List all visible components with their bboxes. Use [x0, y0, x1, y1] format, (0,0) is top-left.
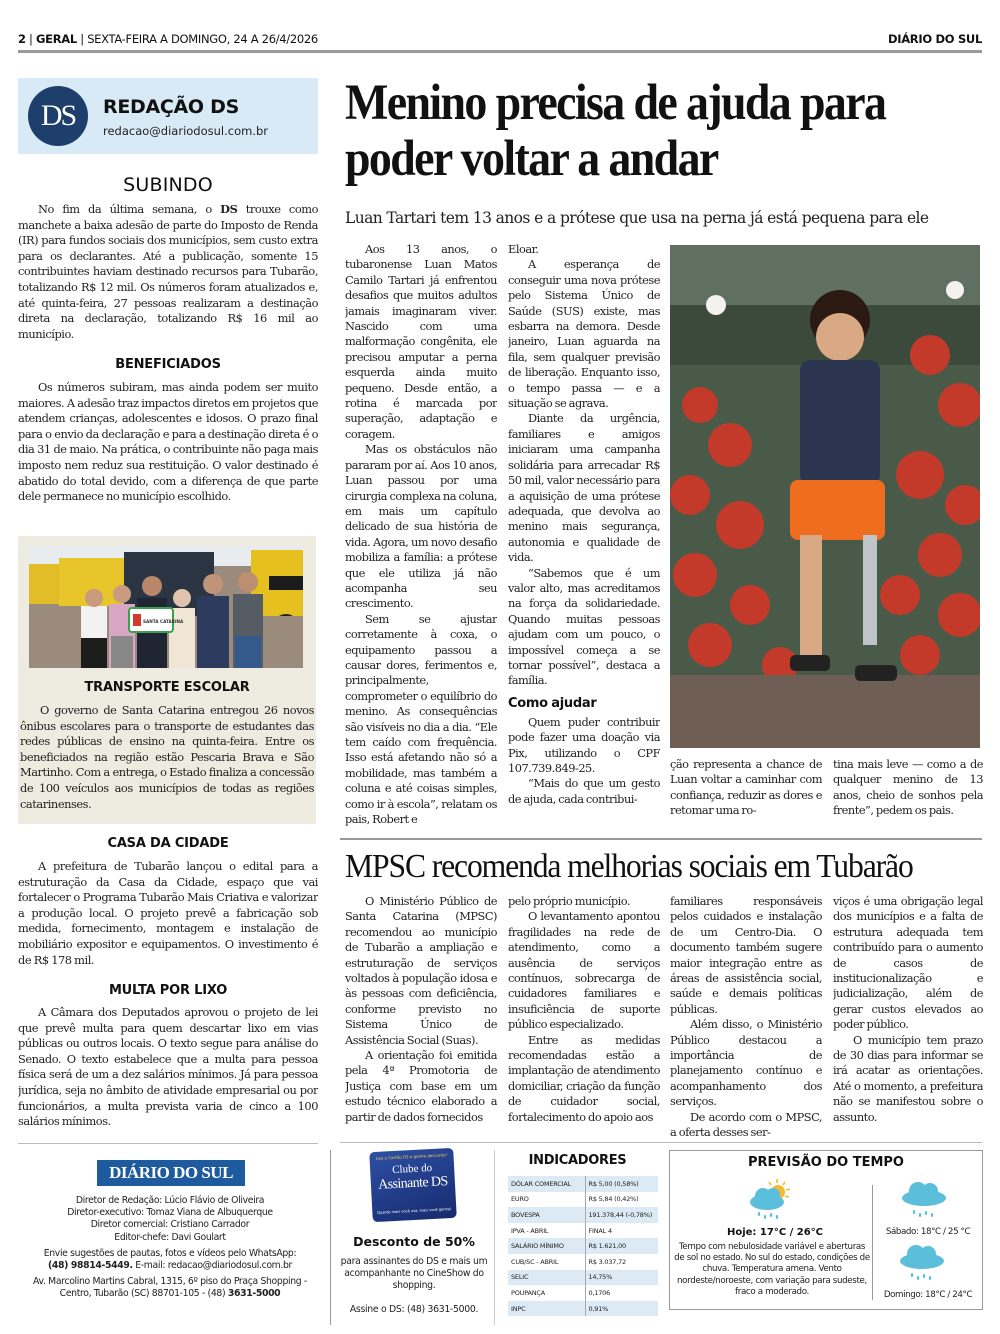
luan-photo: [670, 245, 980, 748]
paragraph: A Câmara dos Deputados aprovou o projeto de lei que prevê multa para quem descartar lixo em vias públicas ou outros locais. O texto segue para análise do Senado. O texto estabelece que a multa para pessoa física será de um a dez salários mínimos. Já para pessoa jurídica, seja no âmbito de atividade empresarial ou por funcionários, a multa prevista varia de cinco a 100 salários mínimos.: [18, 1005, 318, 1129]
indicator-row: [508, 1301, 658, 1317]
weather-sunday: Domingo: 18°C / 24°C: [883, 1290, 973, 1300]
club-card: [369, 1148, 457, 1222]
section-heading-subindo: SUBINDO: [123, 174, 213, 196]
section-body-beneficiados: [18, 380, 318, 528]
staff-line: Diretor comercial: Cristiano Carrador: [90, 1219, 250, 1231]
vertical-divider: [494, 1150, 495, 1325]
indicator-row: [508, 1207, 658, 1223]
page-number: 2: [18, 32, 26, 46]
indicator-value: 14,75%: [585, 1270, 658, 1286]
main-subhead: Luan Tartari tem 13 anos e a prótese que usa na perna já está pequena para ele: [345, 209, 929, 227]
paragraph: O levantamento apontou fragilidades na rede de atendimento, como a ausência de serviços contínuos, sobrecarga de cuidadores familiares e insuficiência de suporte público especializado.: [508, 909, 660, 1032]
paragraph: “Sabemos que é um valor alto, mas acreditamos na força da solidariedade. Quando muitas pessoas ajudam com um pouco, o impossível começa a se tornar possível”, destaca a família.: [508, 565, 660, 688]
paragraph: O município tem prazo de 30 dias para informar se irá acatar as orientações. Até o momento, a prefeitura não se manifestou sobre o assunto.: [833, 1032, 983, 1124]
address: Av. Marcolino Martins Cabral, 1315, 6º piso do Praça Shopping - Centro, Tubarão (SC) 88701-105 - (48): [33, 1276, 307, 1300]
column-title: REDAÇÃO DS: [103, 96, 239, 118]
expediente-credits: [18, 1195, 322, 1301]
indicator-label: IPVA - ABRIL: [508, 1223, 585, 1239]
column-email[interactable]: redacao@diariodosul.com.br: [103, 124, 269, 138]
paragraph-continuation: ção representa a chance de Luan voltar a caminhar com confiança, reduzir as dores e retomar uma ro-: [670, 757, 822, 818]
whatsapp-text: Envie sugestões de pautas, fotos e vídeos pelo WhatsApp:: [43, 1247, 297, 1259]
indicator-label: EURO: [508, 1192, 585, 1208]
edition-date: SEXTA-FEIRA A DOMINGO, 24 A 26/4/2026: [87, 32, 318, 46]
section-heading-transporte: TRANSPORTE ESCOLAR: [84, 680, 250, 695]
card-tag: Use o Cartão DS e ganhe desconto!: [375, 1152, 448, 1161]
indicator-value: R$ 1.621,00: [585, 1238, 658, 1254]
paragraph-continuation: tina mais leve — como a de qualquer menino de 13 anos, cheio de sonhos pela frente”, pedem os pais.: [833, 757, 983, 818]
article-column-3: [670, 757, 822, 835]
paragraph: O Ministério Público de Santa Catarina (MPSC) recomendou ao município de Tubarão a ampliação e estruturação de serviços voltados à população idosa e às pessoas com deficiência, conforme previsto no Sistema Único de Assistência Social (Suas).: [345, 894, 497, 1047]
paragraph: A prefeitura de Tubarão lançou o edital para a estruturação da Casa da Cidade, espaço que vai fortalecer o Programa Tubarão Mais Criativa e valorizar a produção local. O projeto prevê a fabricação sob medida, fornecimento, montagem e instalação de mobiliário expositor e equipamentos. O investimento é de R$ 178 mil.: [18, 859, 318, 967]
paragraph: “Mais do que um gesto de ajuda, cada contribui-: [508, 776, 660, 806]
whatsapp-number[interactable]: (48) 98814-5449.: [47, 1260, 133, 1272]
photo-illustration: [670, 245, 980, 748]
indicator-value: R$ 3.037,72: [588, 1257, 626, 1266]
main-headline: Menino precisa de ajuda para poder voltar a andar: [345, 75, 886, 187]
staff-line: Diretor-executivo: Tomaz Viana de Albuquerque: [67, 1207, 273, 1219]
indicator-label: BOVESPA: [508, 1207, 585, 1223]
indicator-value: 191.378,44 (-0,78%): [585, 1207, 658, 1223]
section-body-casa: [18, 859, 318, 977]
indicator-row: [508, 1176, 658, 1192]
indicator-row: [508, 1192, 658, 1208]
weather-saturday: Sábado: 18°C / 25 °C: [885, 1227, 971, 1237]
indicator-label: SALÁRIO MÍNIMO: [508, 1238, 585, 1254]
card-name-line1: Clube do: [391, 1161, 433, 1177]
paragraph: Além disso, o Ministério Público destacou a importância de planejamento contínuo e acompanhamento dos serviços.: [670, 1017, 822, 1109]
indicator-label: SELIC: [508, 1270, 585, 1286]
mpsc-column-4: [833, 894, 983, 1140]
indicator-value: 0,91%: [585, 1301, 658, 1317]
club-discount-title: Desconto de 50%: [353, 1234, 475, 1249]
section-name: GERAL: [36, 32, 77, 46]
header-rule: [18, 50, 982, 53]
ds-logo: DS: [28, 86, 88, 146]
section-body-subindo: [18, 202, 318, 352]
rain-cloud-icon: [896, 1243, 948, 1283]
prosthesis: [863, 535, 877, 645]
boy-shorts: [790, 480, 885, 540]
masthead-logo: DIÁRIO DO SUL: [97, 1160, 245, 1186]
paragraph: A esperança de conseguir uma nova prótese pelo Sistema Único de Saúde (SUS) existe, mas esbarra na demora. Desde janeiro, Luan aguarda na fila, sem qualquer previsão de liberação. Enquanto isso, o tempo passa — e a situação se agrava.: [508, 257, 660, 411]
bus-delivery-photo: [29, 546, 303, 668]
indicator-row: [508, 1238, 658, 1254]
section-heading-beneficiados: BENEFICIADOS: [115, 357, 221, 372]
indicator-label: CUB/SC - ABRIL: [508, 1254, 585, 1270]
indicators-table: [508, 1176, 658, 1316]
paragraph-continuation: Eloar.: [508, 242, 539, 256]
second-headline: MPSC recomenda melhorias sociais em Tubarão: [345, 848, 913, 885]
paragraph: Mas os obstáculos não pararam por aí. Aos 10 anos, Luan passou por uma cirurgia complexa na coluna, em mais um capítulo delicado de sua história de vida. Agora, um novo desafio mobiliza a família: a prótese que ele utiliza já não acompanha seu crescimento.: [345, 442, 497, 611]
card-name-line2: Assinante DS: [377, 1174, 448, 1193]
paragraph-continuation: pelo próprio município.: [508, 894, 631, 908]
indicator-label: POUPANÇA: [508, 1285, 585, 1301]
boy-shirt: [800, 360, 880, 485]
article-column-2: [508, 242, 660, 834]
paragraph-continuation: familiares responsáveis pelos cuidados e instalação de um Centro-Dia. O documento também sugere maior integração entre as áreas de assistência social, saúde e demais políticas públicas.: [670, 894, 822, 1016]
weather-description: Tempo com nebulosidade variável e aberturas de sol no estado. No sul do estado, condições de chuva. Temperatura amena. Vento nordeste/noroeste, com variação para sudeste, fraco a moderado.: [674, 1242, 870, 1297]
subsection-title: Como ajudar: [508, 695, 597, 711]
footer-divider-left: [18, 1143, 318, 1144]
section-heading-casa: CASA DA CIDADE: [107, 836, 229, 851]
section-body-transporte: [20, 703, 314, 821]
mpsc-column-2: [508, 894, 660, 1140]
indicator-value: R$ 5,84 (0,42%): [588, 1195, 639, 1204]
indicator-row: [508, 1254, 658, 1270]
indicator-row: [508, 1285, 658, 1301]
paragraph-continuation: viços é uma obrigação legal dos municípios e a falta de estrutura adequada tem contribuído para o aumento de casos de institucionalização e judicialização, além de gerar custos elevados ao poder público.: [833, 894, 983, 1032]
article-column-1: [345, 242, 497, 834]
paragraph: O governo de Santa Catarina entregou 26 novos ônibus escolares para o transporte de estudantes das redes públicas de ensino na quinta-feira. Entre os beneficiados na região estão Pescaria Brava e São Martinho. Com a entrega, o Estado finaliza a concessão de 100 veículos aos municípios de todas as regiões catarinenses.: [20, 703, 314, 811]
sc-sign-text: SANTA CATARINA: [143, 619, 184, 624]
article-column-4: [833, 757, 983, 835]
indicator-row: [508, 1270, 658, 1286]
header-left: 2 | GERAL | SEXTA-FEIRA A DOMINGO, 24 A 26/4/2026: [18, 32, 318, 46]
photo-illustration: [29, 546, 303, 668]
paragraph: Os números subiram, mas ainda podem ser muito maiores. A adesão traz impactos diretos em projetos que atendem crianças, adolescentes e idosos. O prazo final para o envio da declaração e para a destinação direta é o dia 31 de maio. Na prática, o contribuinte não paga mais imposto nem reduz sua restituição. O valor destinado é abatido do total devido, com a diferença de que parte dele permanece no município escolhido.: [18, 380, 318, 504]
indicator-value: R$ 5,00 (0,58%): [585, 1176, 658, 1192]
rain-cloud-icon: [898, 1180, 950, 1220]
contact-email[interactable]: E-mail: redacao@diariodosul.com.br: [135, 1260, 293, 1272]
card-slogan: Quanto mais você usa, mais você ganha!: [377, 1207, 452, 1215]
weather-today: Hoje: 17°C / 26°C: [726, 1227, 824, 1238]
paragraph: No fim da última semana, o DS trouxe como manchete a baixa adesão de parte do Imposto de Renda (IR) para fundos sociais dos municípios, sem custo extra para os declarantes. Até a publicação, somente 15 contribuintes haviam destinado recursos para Tubarão, totalizando R$ 12 mil. Os números foram atualizados e, até quinta-feira, 27 pessoas realizaram a destinação direta na declaração, totalizando R$ 16 mil ao município.: [18, 202, 318, 341]
angel-ornament: [706, 295, 726, 315]
footer-divider: [340, 1142, 982, 1143]
staff-line: Editor-chefe: Davi Goulart: [114, 1231, 226, 1243]
page-header: [18, 30, 982, 50]
indicator-row: [508, 1223, 658, 1239]
weather-title: PREVISÃO DO TEMPO: [748, 1155, 904, 1170]
club-contact[interactable]: Assine o DS: (48) 3631-5000.: [349, 1304, 479, 1315]
indicator-value: FINAL 4: [588, 1226, 612, 1235]
paragraph: Aos 13 anos, o tubaronense Luan Matos Camilo Tartari já enfrentou desafios que muitos adultos jamais imaginaram viver. Nascido com uma malformação congênita, ele precisou amputar a perna esquerda ainda muito pequeno. Desde então, a rotina é marcada por superação, adaptação e coragem.: [345, 242, 497, 441]
sun-cloud-rain-icon: [745, 1177, 795, 1223]
phone[interactable]: 3631-5000: [227, 1288, 281, 1300]
indicator-label: INPC: [508, 1301, 585, 1317]
ds-mention: DS: [220, 202, 238, 216]
club-description: para assinantes do DS e mais um acompanhante no CineShow do shopping.: [340, 1256, 488, 1292]
paragraph: Sem se ajustar corretamente à coxa, o equipamento passou a causar dores, ferimentos e, principalmente, comprometer o equilíbrio do menino. As consequências são visíveis no dia a dia. “Ele tem caído com frequência. Isso está afetando não só a mobilidade, mas também a coluna e até coisas simples, como ir à escola”, relatam os pais, Robert e: [345, 611, 497, 827]
mpsc-column-1: [345, 894, 497, 1140]
paragraph: Quem puder contribuir pode fazer uma doação via Pix, utilizando o CPF 107.739.849-25.: [508, 714, 660, 775]
mpsc-column-3: [670, 894, 822, 1140]
publication-name: DIÁRIO DO SUL: [887, 32, 982, 46]
indicator-label: DÓLAR COMERCIAL: [508, 1176, 585, 1192]
weather-divider: [872, 1185, 873, 1300]
indicator-value: 0,1706: [588, 1288, 611, 1297]
article-divider: [340, 838, 982, 840]
paragraph: A orientação foi emitida pela 4ª Promotoria de Justiça com base em um estudo técnico elaborado a partir de dados fornecidos: [345, 1048, 497, 1124]
paragraph: Entre as medidas recomendadas estão a implantação de atendimento domiciliar, criação da função de cuidador social, fortalecimento do apoio aos: [508, 1032, 660, 1124]
staff-line: Diretor de Redação: Lúcio Flávio de Oliveira: [75, 1195, 265, 1206]
section-heading-multa: MULTA POR LIXO: [108, 983, 228, 998]
indicators-title: INDICADORES: [528, 1153, 627, 1168]
paragraph: De acordo com o MPSC, a oferta desses ser-: [670, 1109, 822, 1140]
vertical-divider: [330, 1150, 331, 1325]
section-body-multa: [18, 1005, 318, 1139]
paragraph: Diante da urgência, familiares e amigos iniciaram uma campanha solidária para arrecadar R$ 50 mil, valor necessário para a aquisição de uma prótese adequada, que devolva ao menino mais segurança, autonomia e qualidade de vida.: [508, 411, 660, 565]
